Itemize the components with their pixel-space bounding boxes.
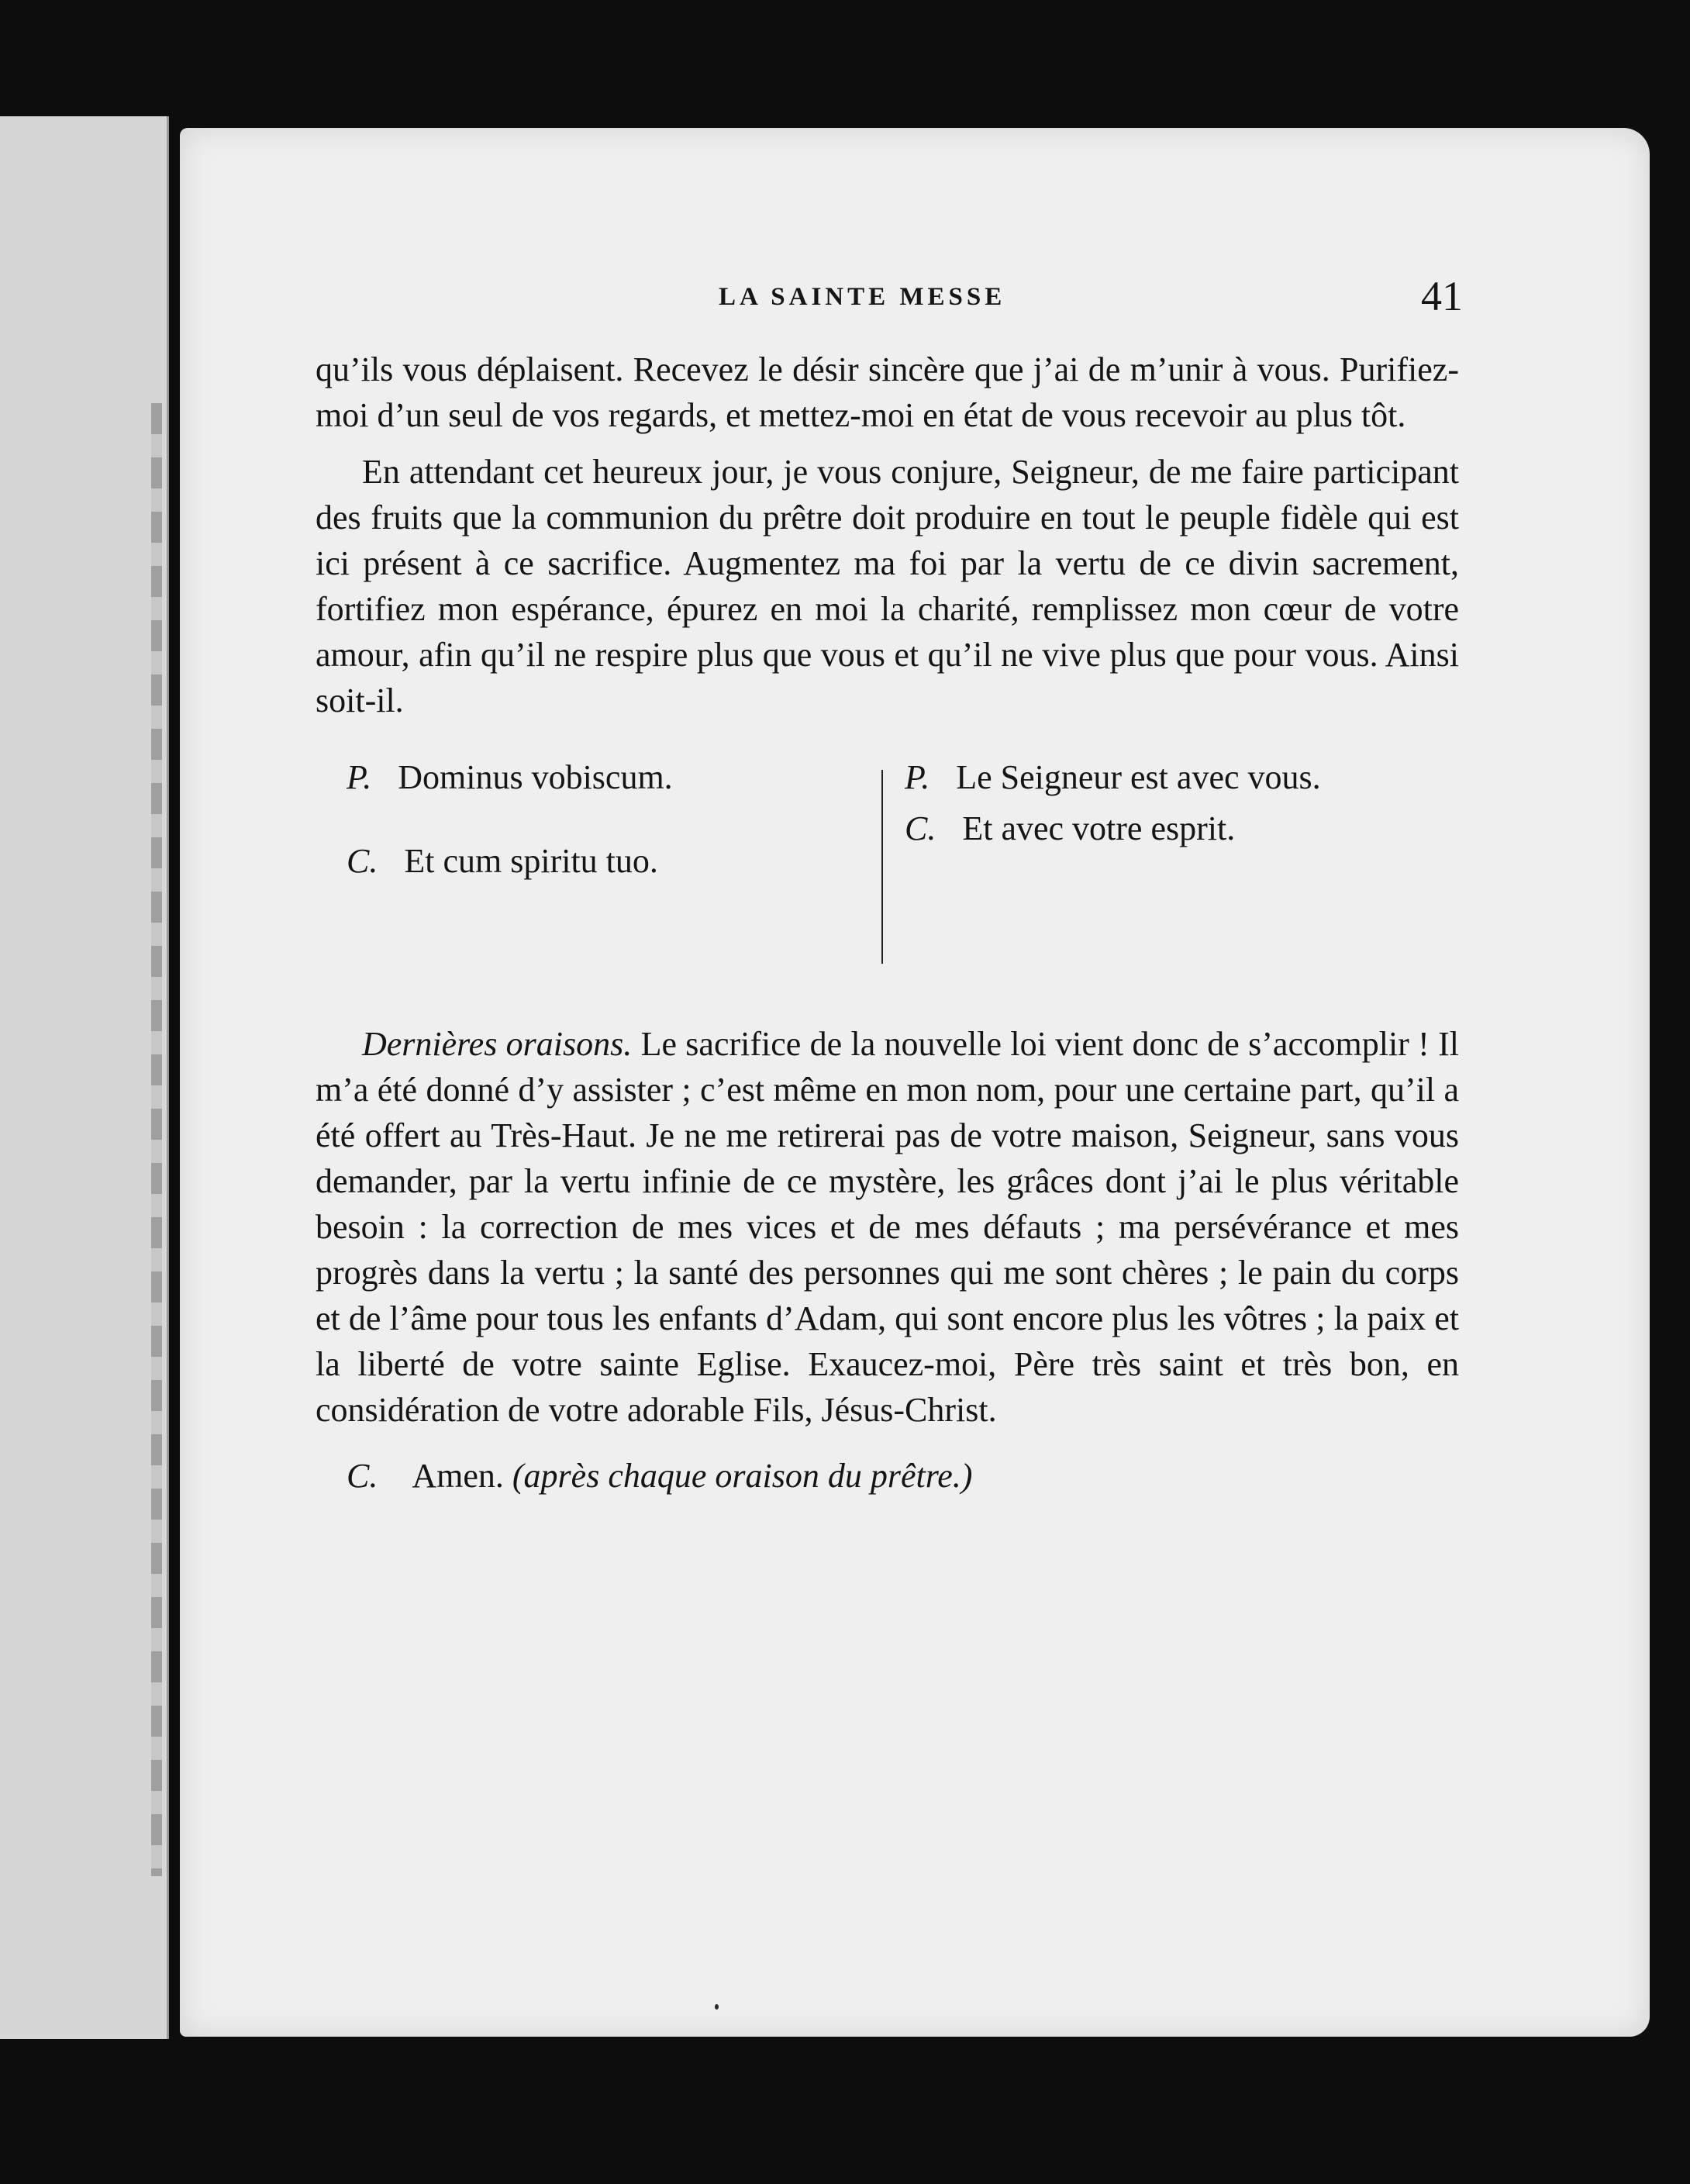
response-text: Et avec votre esprit. bbox=[962, 809, 1236, 847]
column-divider bbox=[881, 770, 883, 964]
paragraph-continuation: qu’ils vous déplaisent. Recevez le désir sincère que j’ai de m’unir à vous. Purifiez-moi d’un seul de vos regards, et mettez-moi en état de vous recevoir au plus tôt. bbox=[316, 350, 1459, 434]
response-text: Dominus vobiscum. bbox=[398, 758, 673, 796]
book-page bbox=[180, 128, 1650, 2037]
rubric-note: (après chaque oraison du prêtre.) bbox=[512, 1457, 973, 1495]
print-speck bbox=[715, 2004, 719, 2010]
latin-response bbox=[347, 840, 889, 883]
page-content bbox=[316, 273, 1463, 1499]
latin-response bbox=[347, 756, 889, 799]
running-title: LA SAINTE MESSE bbox=[719, 283, 1006, 311]
page-number: 41 bbox=[1421, 273, 1463, 319]
amen-text: Amen. bbox=[412, 1457, 504, 1495]
french-response bbox=[905, 807, 1459, 850]
dialogue-responses bbox=[316, 756, 1459, 965]
latin-column bbox=[347, 756, 889, 923]
speaker-sigil: C. bbox=[347, 842, 378, 880]
speaker-sigil: C. bbox=[347, 1457, 378, 1495]
paragraph-oraisons bbox=[316, 1021, 1459, 1433]
speaker-sigil: P. bbox=[347, 758, 372, 796]
french-column bbox=[905, 756, 1459, 850]
paragraph-prayer: En attendant cet heureux jour, je vous conjure, Seigneur, de me faire participant des fruits que la communion du prêtre doit produire en tout le peuple fidèle qui est ici présent à ce sacrifice. Augmentez ma foi par la vertu de ce divin sacrement, fortifiez mon espérance, épurez en moi la charité, remplissez mon cœur de votre amour, afin qu’il ne respire plus que vous et qu’il ne vive plus que pour vous. Ainsi soit-il. bbox=[316, 453, 1459, 719]
response-text: Le Seigneur est avec vous. bbox=[956, 758, 1321, 796]
speaker-sigil: C. bbox=[905, 809, 936, 847]
section-label: Dernières oraisons. bbox=[362, 1025, 633, 1063]
binding-edge bbox=[151, 403, 162, 1876]
amen-response bbox=[316, 1453, 1459, 1499]
speaker-sigil: P. bbox=[905, 758, 930, 796]
response-text: Et cum spiritu tuo. bbox=[404, 842, 658, 880]
facing-page-edge bbox=[0, 116, 169, 2039]
french-response bbox=[905, 756, 1459, 799]
running-head bbox=[316, 273, 1463, 337]
oraisons-text: Le sacrifice de la nouvelle loi vient donc de s’accomplir ! Il m’a été donné d’y assister ; c’est même en mon nom, pour une certaine part, qu’il a été offert au Très-Haut. Je ne me retirerai pas de votre maison, Seigneur, sans vous demander, par la vertu infinie de ce mystère, les grâces dont j’ai le plus véritable besoin : la correction de mes vices et de mes défauts ; ma persévérance et mes progrès dans la vertu ; la santé des personnes qui me sont chères ; le pain du corps et de l’âme pour tous les enfants d’Adam, qui sont encore plus les vôtres ; la paix et la liberté de votre sainte Eglise. Exaucez-moi, Père très saint et très bon, en considération de votre adorable Fils, Jésus-Christ. bbox=[316, 1025, 1460, 1429]
